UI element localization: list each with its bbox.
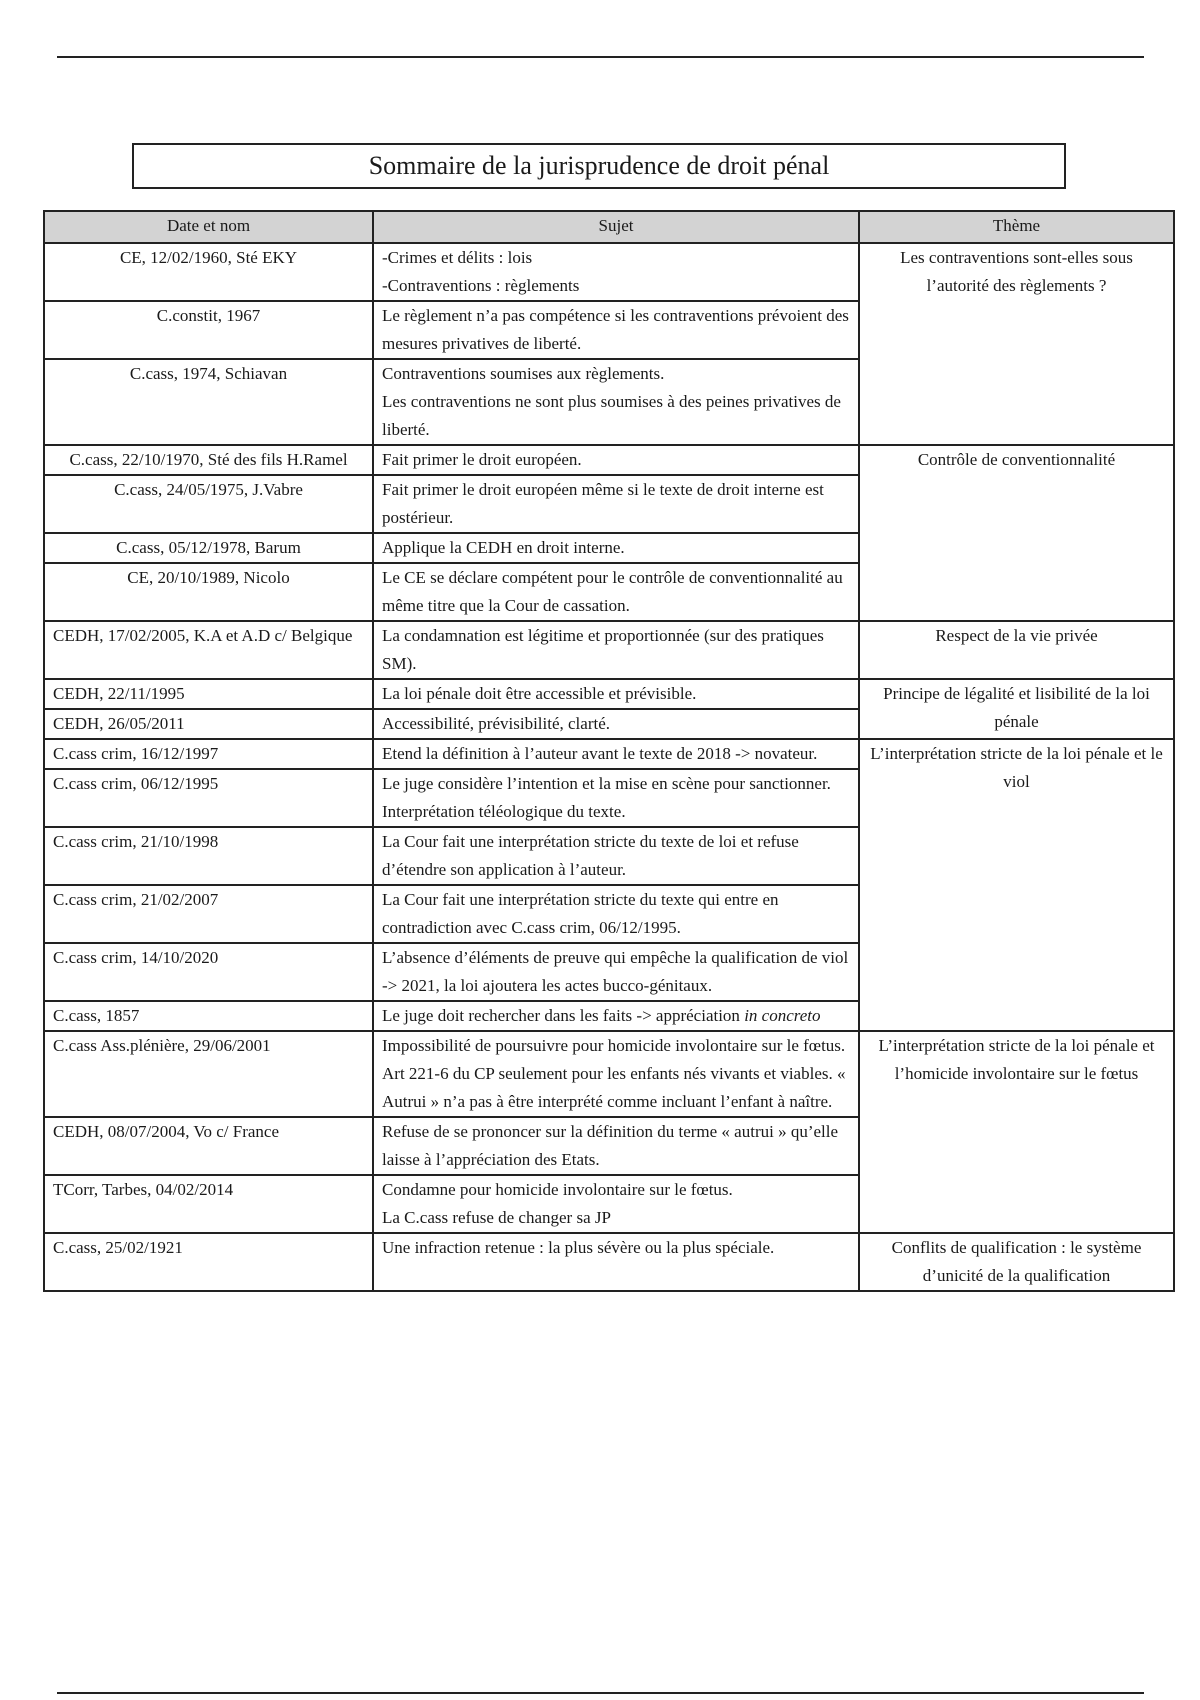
- case-date-name: CE, 12/02/1960, Sté EKY: [44, 243, 373, 301]
- case-date-name: C.cass, 05/12/1978, Barum: [44, 533, 373, 563]
- case-subject: [373, 1117, 859, 1175]
- table-body: [44, 243, 1174, 1291]
- case-subject: [373, 1175, 859, 1233]
- subject-line: Les contraventions ne sont plus soumises à des peines privatives de liberté.: [382, 392, 841, 439]
- subject-line: Etend la définition à l’auteur avant le texte de 2018 -> novateur.: [382, 744, 818, 763]
- header-theme: Thème: [859, 211, 1174, 243]
- case-subject: [373, 827, 859, 885]
- subject-line: -Crimes et délits : lois: [382, 248, 533, 267]
- subject-line: Accessibilité, prévisibilité, clarté.: [382, 714, 611, 733]
- case-subject: [373, 1001, 859, 1031]
- subject-line: La C.cass refuse de changer sa JP: [382, 1208, 611, 1227]
- case-date-name: CE, 20/10/1989, Nicolo: [44, 563, 373, 621]
- case-date-name: C.cass, 22/10/1970, Sté des fils H.Ramel: [44, 445, 373, 475]
- table-row: [44, 1031, 1174, 1117]
- theme-cell: Conflits de qualification : le système d’unicité de la qualification: [859, 1233, 1174, 1291]
- case-subject: [373, 709, 859, 739]
- table-row: [44, 243, 1174, 301]
- case-date-name: TCorr, Tarbes, 04/02/2014: [44, 1175, 373, 1233]
- case-subject: [373, 1233, 859, 1291]
- theme-cell: L’interprétation stricte de la loi pénale et l’homicide involontaire sur le fœtus: [859, 1031, 1174, 1233]
- case-date-name: C.cass, 24/05/1975, J.Vabre: [44, 475, 373, 533]
- subject-line: La loi pénale doit être accessible et prévisible.: [382, 684, 697, 703]
- subject-line: Condamne pour homicide involontaire sur le fœtus.: [382, 1180, 733, 1199]
- subject-line: Impossibilité de poursuivre pour homicide involontaire sur le fœtus. Art 221-6 du CP seulement pour les enfants nés vivants et viables. « Autrui » n’a pas à être interprété comme incluant l’enfant à naître.: [382, 1036, 846, 1111]
- subject-line: La Cour fait une interprétation stricte du texte de loi et refuse d’étendre son application à l’auteur.: [382, 832, 799, 879]
- footer-rule: [57, 1692, 1144, 1694]
- page-title: Sommaire de la jurisprudence de droit pénal: [132, 143, 1066, 189]
- case-date-name: CEDH, 17/02/2005, K.A et A.D c/ Belgique: [44, 621, 373, 679]
- case-date-name: C.cass, 25/02/1921: [44, 1233, 373, 1291]
- case-date-name: C.cass Ass.plénière, 29/06/2001: [44, 1031, 373, 1117]
- theme-cell: Respect de la vie privée: [859, 621, 1174, 679]
- case-subject: [373, 885, 859, 943]
- subject-line: Contraventions soumises aux règlements.: [382, 364, 665, 383]
- case-subject: [373, 769, 859, 827]
- table-row: [44, 679, 1174, 709]
- subject-line: Fait primer le droit européen même si le texte de droit interne est postérieur.: [382, 480, 824, 527]
- subject-line: Le règlement n’a pas compétence si les contraventions prévoient des mesures privatives de liberté.: [382, 306, 849, 353]
- case-subject: [373, 359, 859, 445]
- case-subject: [373, 739, 859, 769]
- subject-line: Applique la CEDH en droit interne.: [382, 538, 625, 557]
- case-subject: [373, 679, 859, 709]
- case-date-name: C.cass, 1857: [44, 1001, 373, 1031]
- theme-cell: L’interprétation stricte de la loi pénale et le viol: [859, 739, 1174, 1031]
- header-subject: Sujet: [373, 211, 859, 243]
- subject-line: La Cour fait une interprétation stricte du texte qui entre en contradiction avec C.cass crim, 06/12/1995.: [382, 890, 779, 937]
- case-date-name: CEDH, 26/05/2011: [44, 709, 373, 739]
- table-row: [44, 445, 1174, 475]
- jurisprudence-table: [43, 210, 1175, 1292]
- case-date-name: C.cass, 1974, Schiavan: [44, 359, 373, 445]
- case-subject: [373, 533, 859, 563]
- case-date-name: C.constit, 1967: [44, 301, 373, 359]
- subject-line: Le juge considère l’intention et la mise en scène pour sanctionner. Interprétation téléologique du texte.: [382, 774, 831, 821]
- theme-cell: Principe de légalité et lisibilité de la loi pénale: [859, 679, 1174, 739]
- case-date-name: CEDH, 22/11/1995: [44, 679, 373, 709]
- case-date-name: C.cass crim, 16/12/1997: [44, 739, 373, 769]
- subject-line: Le juge doit rechercher dans les faits -> appréciation: [382, 1006, 745, 1025]
- case-date-name: C.cass crim, 21/10/1998: [44, 827, 373, 885]
- case-date-name: CEDH, 08/07/2004, Vo c/ France: [44, 1117, 373, 1175]
- case-subject: [373, 1031, 859, 1117]
- case-subject: [373, 943, 859, 1001]
- subject-line: Le CE se déclare compétent pour le contrôle de conventionnalité au même titre que la Cour de cassation.: [382, 568, 843, 615]
- subject-line: Refuse de se prononcer sur la définition du terme « autrui » qu’elle laisse à l’appréciation des Etats.: [382, 1122, 839, 1169]
- case-subject: [373, 475, 859, 533]
- table-row: [44, 1233, 1174, 1291]
- header-date: Date et nom: [44, 211, 373, 243]
- theme-cell: Les contraventions sont-elles sous l’autorité des règlements ?: [859, 243, 1174, 445]
- subject-line: Fait primer le droit européen.: [382, 450, 582, 469]
- case-subject: [373, 621, 859, 679]
- case-date-name: C.cass crim, 06/12/1995: [44, 769, 373, 827]
- case-subject: [373, 243, 859, 301]
- case-date-name: C.cass crim, 21/02/2007: [44, 885, 373, 943]
- case-subject: [373, 301, 859, 359]
- case-subject: [373, 563, 859, 621]
- theme-cell: Contrôle de conventionnalité: [859, 445, 1174, 621]
- table-row: [44, 739, 1174, 769]
- case-subject: [373, 445, 859, 475]
- subject-italic: in concreto: [744, 1006, 821, 1025]
- table-row: [44, 621, 1174, 679]
- header-rule: [57, 56, 1144, 58]
- subject-line: -Contraventions : règlements: [382, 276, 580, 295]
- case-date-name: C.cass crim, 14/10/2020: [44, 943, 373, 1001]
- subject-line: L’absence d’éléments de preuve qui empêche la qualification de viol -> 2021, la loi ajoutera les actes bucco-génitaux.: [382, 948, 849, 995]
- header-row: [44, 211, 1174, 243]
- subject-line: Une infraction retenue : la plus sévère ou la plus spéciale.: [382, 1238, 775, 1257]
- subject-line: La condamnation est légitime et proportionnée (sur des pratiques SM).: [382, 626, 824, 673]
